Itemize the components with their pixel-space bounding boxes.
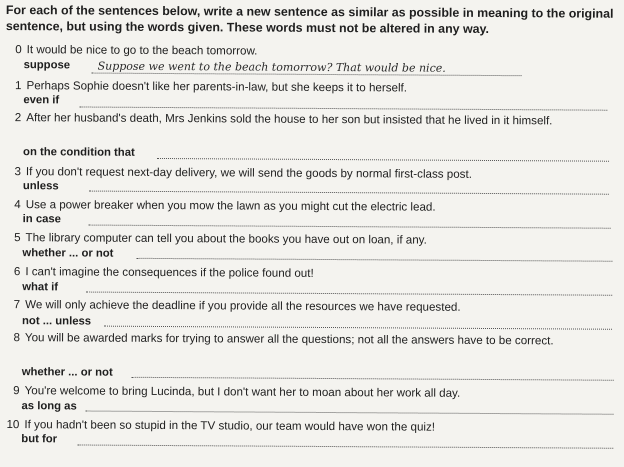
- answer-line[interactable]: [104, 326, 612, 330]
- item-number: 7: [13, 298, 21, 312]
- answer-line[interactable]: [89, 225, 611, 229]
- answer-line[interactable]: [85, 411, 613, 415]
- item-sentence: Perhaps Sophie doesn't like her parents-in-law, but she keeps it to herself.: [26, 79, 408, 95]
- item-sentence: You're welcome to bring Lucinda, but I don't want her to moan about her work all day.: [24, 384, 461, 400]
- item-sentence: If you hadn't been so stupid in the TV studio, our team would have won the quiz!: [24, 418, 436, 434]
- item-number: 9: [13, 384, 20, 398]
- item-number: 2: [14, 111, 22, 125]
- answer-line[interactable]: [86, 292, 612, 296]
- item-keyword: not ... unless: [22, 315, 92, 328]
- item-sentence: I can't imagine the consequences if the police found out!: [25, 265, 314, 280]
- item-number: 4: [14, 198, 21, 212]
- item-keyword: but for: [21, 433, 58, 446]
- item-keyword: on the condition that: [23, 146, 135, 159]
- answer-line[interactable]: [79, 106, 607, 110]
- item-sentence: If you don't request next-day delivery, we will send the goods by normal first-class post.: [25, 165, 472, 181]
- item-keyword: even if: [23, 94, 60, 107]
- answer-line[interactable]: [92, 59, 522, 77]
- item-keyword: in case: [22, 213, 62, 226]
- item-sentence: It would be nice to go to the beach tomorrow.: [26, 43, 258, 58]
- item-keyword: whether ... or not: [22, 247, 114, 260]
- handwritten-answer: Suppose we went to the beach tomorrow? That would be nice.: [97, 59, 446, 75]
- item-number: 5: [14, 231, 21, 245]
- item-number: 8: [13, 331, 20, 345]
- item-number: 6: [13, 265, 21, 279]
- item-keyword: suppose: [23, 59, 71, 72]
- item-number: 10: [6, 418, 20, 432]
- answer-line[interactable]: [157, 158, 609, 162]
- item-keyword: unless: [22, 180, 59, 193]
- answer-line[interactable]: [89, 191, 609, 195]
- item-sentence: You will be awarded marks for trying to answer all the questions; not all the answers have to be correct.: [24, 331, 554, 348]
- answer-line[interactable]: [132, 377, 614, 381]
- item-sentence: The library computer can tell you about the books you have out on loan, if any.: [25, 231, 427, 247]
- item-number: 1: [14, 79, 22, 93]
- item-sentence: Use a power breaker when you mow the lawn as you might cut the electric lead.: [25, 198, 436, 214]
- answer-line[interactable]: [136, 258, 612, 262]
- item-number: 0: [15, 43, 22, 57]
- instructions: For each of the sentences below, write a new sentence as similar as possible in meaning to the original sentence, but using the words given. These words must not be altered in any way.: [5, 3, 614, 36]
- item-sentence: We will only achieve the deadline if you provide all the resources we have requested.: [25, 298, 461, 314]
- item-keyword: what if: [22, 281, 59, 294]
- item-keyword: whether ... or not: [21, 366, 113, 379]
- item-sentence: After her husband's death, Mrs Jenkins sold the house to her son but insisted that he lived in it himself.: [26, 111, 553, 128]
- item-keyword: as long as: [21, 400, 77, 413]
- item-number: 3: [14, 165, 21, 179]
- answer-line[interactable]: [77, 444, 613, 448]
